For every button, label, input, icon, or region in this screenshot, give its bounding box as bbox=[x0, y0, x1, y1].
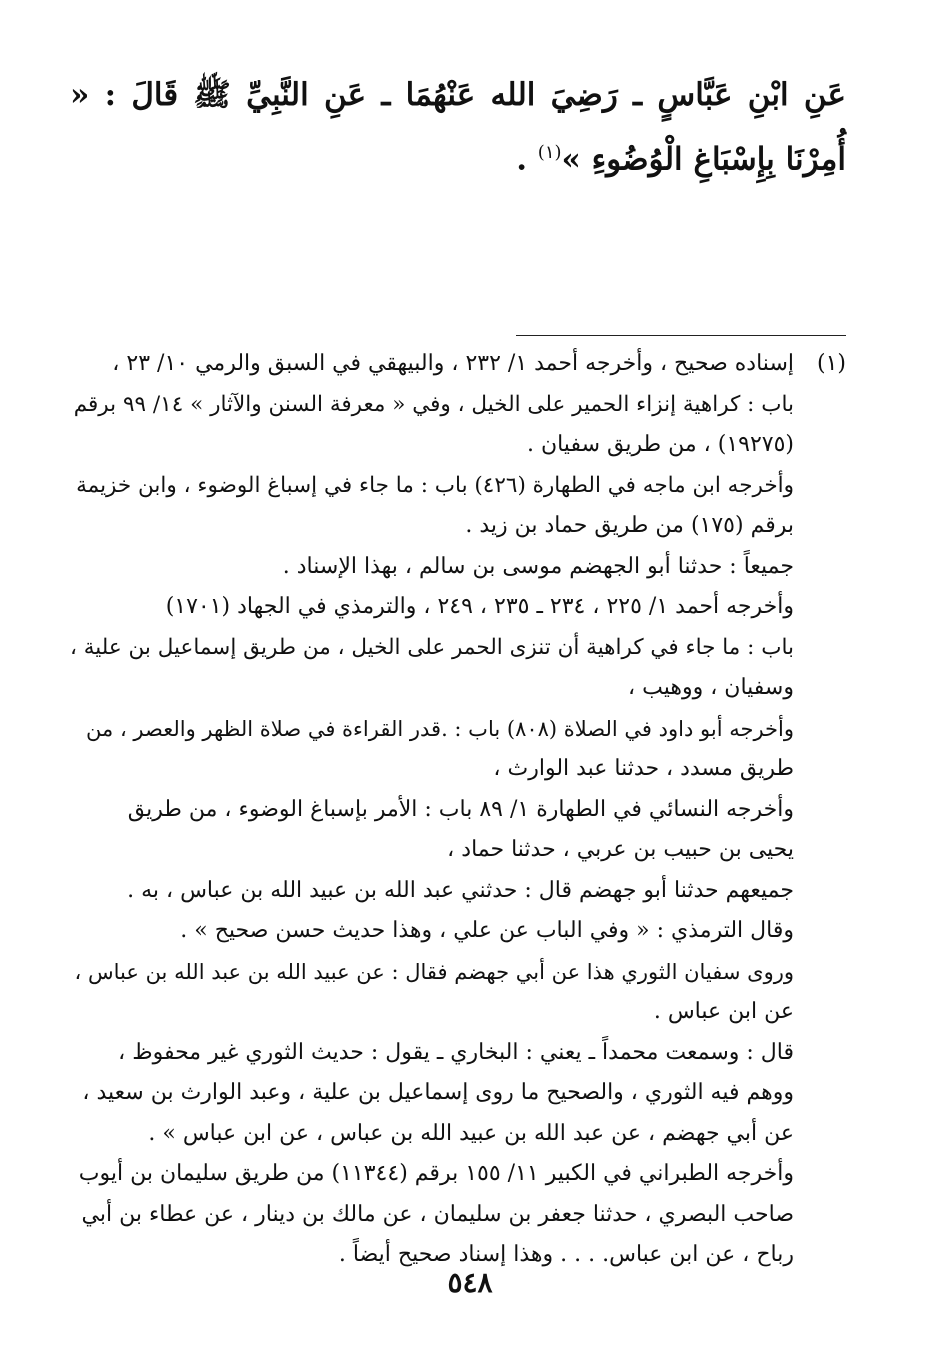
footnote-body bbox=[70, 344, 794, 1276]
footnote-line: وأخرجه أبو داود في الصلاة (٨٠٨) باب : .قدر القراءة في صلاة الظهر والعصر ، من bbox=[86, 716, 794, 741]
footnote-line: وقال الترمذي : « وفي الباب عن علي ، وهذا حديث حسن صحيح » . bbox=[180, 918, 794, 943]
footnote-separator bbox=[516, 335, 846, 336]
footnote-line: وأخرجه ابن ماجه في الطهارة (٤٢٦) باب : ما جاء في إسباغ الوضوء ، وابن خزيمة bbox=[76, 472, 794, 498]
footnote-line: عن ابن عباس . bbox=[653, 999, 794, 1024]
hadith-end: . bbox=[516, 141, 538, 178]
footnote-line: صاحب البصري ، حدثنا جعفر بن سليمان ، عن مالك بن دينار ، عن عطاء بن أبي bbox=[81, 1201, 794, 1227]
page-number: ٥٤٨ bbox=[447, 1266, 493, 1299]
footnote-line: عن أبي جهضم ، عن عبد الله بن عبيد الله بن عباس ، عن ابن عباس » . bbox=[148, 1120, 794, 1146]
footnote-line: باب : كراهية إنزاء الحمير على الخيل ، وفي « معرفة السنن والآثار » ١٤/ ٩٩ برقم bbox=[73, 391, 794, 417]
footnote-line: وسفيان ، ووهيب ، bbox=[628, 675, 794, 700]
footnote-line: باب : ما جاء في كراهية أن تنزى الحمر على الخيل ، من طريق إسماعيل بن علية ، bbox=[69, 634, 794, 660]
footnote-line: جميعهم حدثنا أبو جهضم قال : حدثني عبد الله بن عبيد الله بن عباس ، به . bbox=[127, 877, 794, 903]
footnote-line: وروى سفيان الثوري هذا عن أبي جهضم فقال : عن عبيد الله بن عبد الله بن عباس ، bbox=[74, 959, 794, 984]
footnote-number: (١) bbox=[816, 351, 846, 376]
footnote-line: يحيى بن حبيب بن عربي ، حدثنا حماد ، bbox=[447, 837, 794, 862]
footnote-line: إسناده صحيح ، وأخرجه أحمد ١/ ٢٣٢ ، والبيهقي في السبق والرمي ١٠/ ٢٣ ، bbox=[112, 351, 794, 376]
hadith-text bbox=[70, 66, 846, 188]
footnote-line: ووهم فيه الثوري ، والصحيح ما روى إسماعيل بن علية ، وعبد الوارث بن سعيد ، bbox=[82, 1080, 794, 1105]
footnotes bbox=[70, 344, 846, 1276]
footnote-line: وأخرجه أحمد ١/ ٢٢٥ ، ٢٣٤ ـ ٢٣٥ ، ٢٤٩ ، والترمذي في الجهاد (١٧٠١) bbox=[165, 594, 794, 619]
hadith-body: عَنِ ابْنِ عَبَّاسٍ ـ رَضِيَ الله عَنْهُمَا ـ عَنِ النَّبِيِّ ﷺ قَالَ : « أُمِرْنَا بِإِسْبَاغِ الْوُضُوءِ » bbox=[70, 77, 846, 178]
footnote-line: جميعاً : حدثنا أبو الجهضم موسى بن سالم ، بهذا الإسناد . bbox=[282, 553, 794, 579]
footnote-line: وأخرجه النسائي في الطهارة ١/ ٨٩ باب : الأمر بإسباغ الوضوء ، من طريق bbox=[127, 796, 794, 822]
footnote-line: قال : وسمعت محمداً ـ يعني : البخاري ـ يقول : حديث الثوري غير محفوظ ، bbox=[118, 1039, 794, 1065]
footnote-line: وأخرجه الطبراني في الكبير ١١/ ١٥٥ برقم (١١٣٤٤) من طريق سليمان بن أيوب bbox=[78, 1161, 794, 1186]
footnote-line: برقم (١٧٥) من طريق حماد بن زيد . bbox=[465, 513, 794, 538]
footnote-reference: (١) bbox=[537, 142, 562, 163]
footnote-line: (١٩٢٧٥) ، من طريق سفيان . bbox=[526, 432, 794, 457]
footnote-line: رباح ، عن ابن عباس. . . . وهذا إسناد صحيح أيضاً . bbox=[338, 1242, 794, 1267]
footnote-line: طريق مسدد ، حدثنا عبد الوارث ، bbox=[493, 756, 794, 781]
